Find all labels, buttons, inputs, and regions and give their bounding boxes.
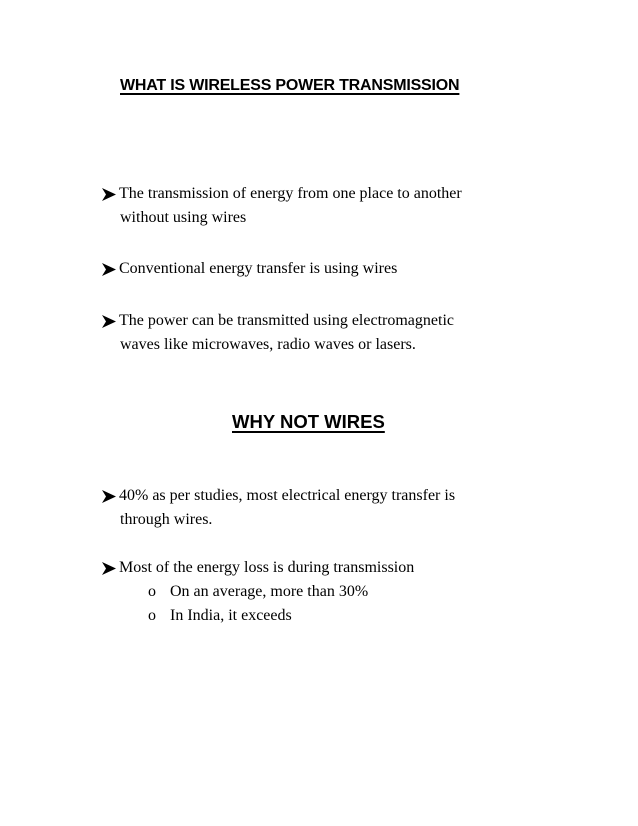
list-item [102, 257, 552, 281]
list-item [102, 556, 552, 580]
sub-list-item-text: In India, it exceeds [170, 607, 292, 624]
sub-list-item-text: On an average, more than 30% [170, 583, 369, 600]
list-item-text: Most of the energy loss is during transmission [119, 559, 415, 576]
list-item-text-continued: through wires. [120, 511, 213, 528]
list-item-text: The power can be transmitted using electromagnetic [119, 312, 454, 329]
list-item [102, 182, 552, 230]
sub-list-item [148, 604, 292, 628]
section-title-why-not-wires: WHY NOT WIRES [232, 411, 385, 432]
list-item-text: Conventional energy transfer is using wires [119, 260, 398, 277]
section-title-wireless-power: WHAT IS WIRELESS POWER TRANSMISSION [120, 77, 460, 94]
arrow-bullet-icon [102, 484, 118, 508]
circle-bullet-marker: o [148, 583, 156, 600]
circle-bullet-marker: o [148, 607, 156, 624]
arrow-bullet-icon [102, 309, 118, 333]
list-item-text-continued: without using wires [120, 209, 247, 226]
list-item-text: 40% as per studies, most electrical energy transfer is [119, 487, 456, 504]
list-item [102, 309, 552, 357]
arrow-bullet-icon [102, 556, 118, 580]
list-item [102, 484, 552, 532]
arrow-bullet-icon [102, 257, 118, 281]
list-item-text: The transmission of energy from one place to another [119, 185, 462, 202]
list-item-text-continued: waves like microwaves, radio waves or lasers. [120, 336, 416, 353]
sub-list-item [148, 580, 368, 604]
arrow-bullet-icon [102, 182, 118, 206]
